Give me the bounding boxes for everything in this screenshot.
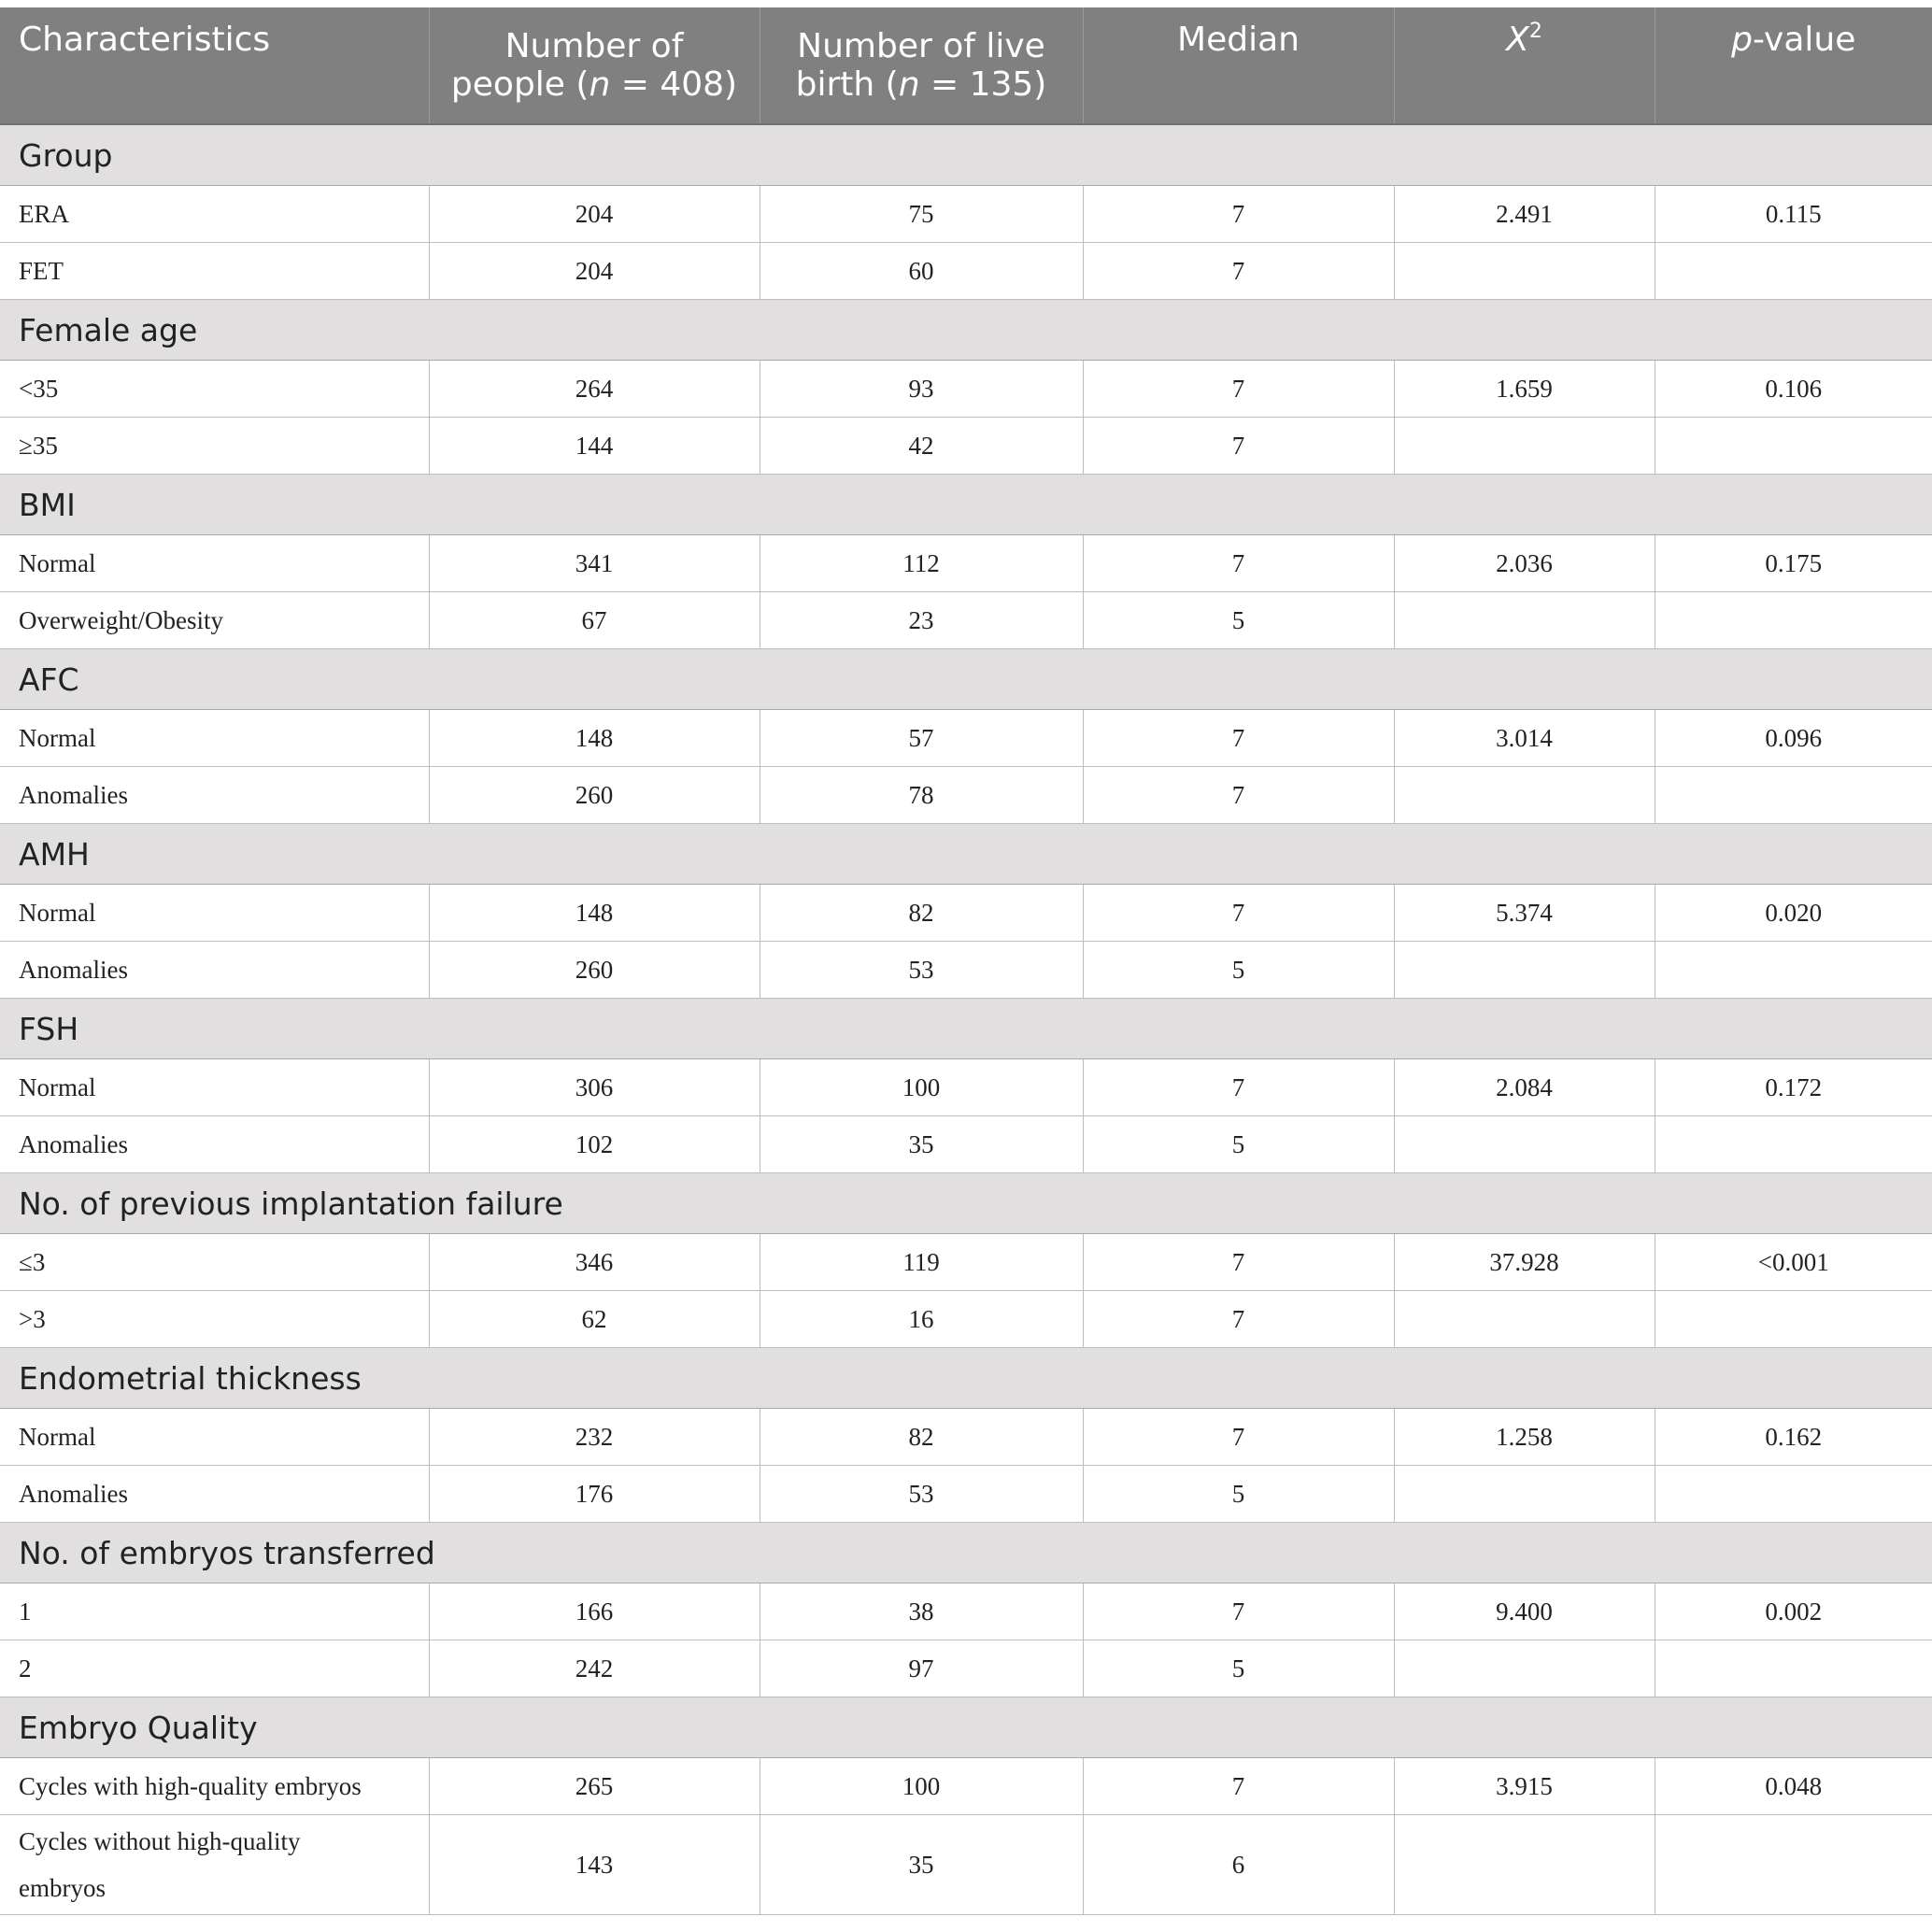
table-row	[0, 1291, 1932, 1348]
p-value-cell: <0.001	[1655, 1234, 1932, 1291]
header-people-line2-pre: people (	[450, 65, 590, 104]
median-cell: 7	[1083, 361, 1394, 418]
median-cell: 7	[1083, 1234, 1394, 1291]
p-value-cell: 0.115	[1655, 186, 1932, 243]
row-label: 1	[0, 1583, 429, 1640]
people-cell: 264	[429, 361, 760, 418]
table-row	[0, 243, 1932, 300]
live-birth-cell: 38	[760, 1583, 1083, 1640]
table-row	[0, 1640, 1932, 1697]
section-title: No. of previous implantation failure	[0, 1173, 1932, 1234]
median-cell: 7	[1083, 418, 1394, 475]
table-row	[0, 418, 1932, 475]
table-row	[0, 186, 1932, 243]
p-value-cell	[1655, 1466, 1932, 1523]
characteristics-table	[0, 7, 1932, 1915]
chi-square-cell	[1394, 1815, 1655, 1915]
row-label: Normal	[0, 1409, 429, 1466]
row-label: >3	[0, 1291, 429, 1348]
header-live-line2-post: = 135)	[919, 65, 1047, 104]
table-row	[0, 1116, 1932, 1173]
p-value-cell	[1655, 243, 1932, 300]
chi-square-cell	[1394, 1116, 1655, 1173]
people-cell: 260	[429, 767, 760, 824]
chi-square-cell	[1394, 243, 1655, 300]
live-birth-cell: 35	[760, 1815, 1083, 1915]
median-cell: 7	[1083, 1059, 1394, 1116]
p-value-cell: 0.175	[1655, 535, 1932, 592]
header-characteristics: Characteristics	[0, 7, 429, 124]
section-row	[0, 475, 1932, 535]
chi-square-cell: 5.374	[1394, 885, 1655, 942]
median-cell: 7	[1083, 1291, 1394, 1348]
row-label: Anomalies	[0, 1466, 429, 1523]
median-cell: 5	[1083, 592, 1394, 649]
median-cell: 7	[1083, 1409, 1394, 1466]
median-cell: 7	[1083, 885, 1394, 942]
p-value-cell: 0.172	[1655, 1059, 1932, 1116]
section-row	[0, 824, 1932, 885]
people-cell: 148	[429, 885, 760, 942]
chi-square-cell: 2.036	[1394, 535, 1655, 592]
median-cell: 6	[1083, 1815, 1394, 1915]
section-title: FSH	[0, 999, 1932, 1059]
row-label: Normal	[0, 885, 429, 942]
live-birth-cell: 23	[760, 592, 1083, 649]
table-row	[0, 361, 1932, 418]
header-people-line1: Number of	[504, 27, 684, 65]
median-cell: 7	[1083, 710, 1394, 767]
live-birth-cell: 60	[760, 243, 1083, 300]
header-number-of-people	[429, 7, 760, 124]
header-people-n: n	[589, 65, 611, 104]
p-value-cell: 0.048	[1655, 1758, 1932, 1815]
header-people-line2-post: = 408)	[610, 65, 738, 104]
median-cell: 7	[1083, 767, 1394, 824]
row-label-line2: embryos	[19, 1874, 106, 1902]
row-label: 2	[0, 1640, 429, 1697]
p-value-cell	[1655, 1291, 1932, 1348]
table-row	[0, 710, 1932, 767]
chi-square-cell	[1394, 1291, 1655, 1348]
row-label: ERA	[0, 186, 429, 243]
p-value-cell	[1655, 942, 1932, 999]
row-label: Normal	[0, 710, 429, 767]
people-cell: 232	[429, 1409, 760, 1466]
p-value-cell: 0.106	[1655, 361, 1932, 418]
p-value-cell: 0.096	[1655, 710, 1932, 767]
row-label: Anomalies	[0, 942, 429, 999]
live-birth-cell: 97	[760, 1640, 1083, 1697]
section-title: BMI	[0, 475, 1932, 535]
people-cell: 148	[429, 710, 760, 767]
live-birth-cell: 100	[760, 1758, 1083, 1815]
row-label: ≤3	[0, 1234, 429, 1291]
chi-square-cell	[1394, 418, 1655, 475]
live-birth-cell: 82	[760, 1409, 1083, 1466]
header-chi-sup: 2	[1528, 20, 1542, 43]
row-label: Cycles with high-quality embryos	[0, 1758, 429, 1815]
people-cell: 204	[429, 243, 760, 300]
people-cell: 242	[429, 1640, 760, 1697]
people-cell: 341	[429, 535, 760, 592]
header-p-value	[1655, 7, 1932, 124]
row-label: Overweight/Obesity	[0, 592, 429, 649]
people-cell: 204	[429, 186, 760, 243]
p-value-cell	[1655, 592, 1932, 649]
row-label: Anomalies	[0, 767, 429, 824]
chi-square-cell: 9.400	[1394, 1583, 1655, 1640]
table-row	[0, 1466, 1932, 1523]
p-value-cell	[1655, 1640, 1932, 1697]
header-live-n: n	[898, 65, 920, 104]
median-cell: 7	[1083, 186, 1394, 243]
median-cell: 5	[1083, 1640, 1394, 1697]
section-row	[0, 300, 1932, 361]
median-cell: 5	[1083, 942, 1394, 999]
median-cell: 7	[1083, 243, 1394, 300]
table-row	[0, 1815, 1932, 1915]
table-body	[0, 124, 1932, 1915]
table-row	[0, 592, 1932, 649]
table-row	[0, 1234, 1932, 1291]
median-cell: 7	[1083, 1583, 1394, 1640]
chi-square-cell	[1394, 592, 1655, 649]
header-p-rest: -value	[1753, 21, 1856, 59]
chi-square-cell: 3.915	[1394, 1758, 1655, 1815]
section-title: Endometrial thickness	[0, 1348, 1932, 1409]
people-cell: 166	[429, 1583, 760, 1640]
live-birth-cell: 82	[760, 885, 1083, 942]
people-cell: 306	[429, 1059, 760, 1116]
table-row	[0, 1409, 1932, 1466]
header-median: Median	[1083, 7, 1394, 124]
live-birth-cell: 42	[760, 418, 1083, 475]
header-chi-x: X	[1506, 21, 1529, 59]
chi-square-cell: 1.258	[1394, 1409, 1655, 1466]
live-birth-cell: 112	[760, 535, 1083, 592]
row-label: <35	[0, 361, 429, 418]
people-cell: 176	[429, 1466, 760, 1523]
people-cell: 62	[429, 1291, 760, 1348]
header-number-of-live-birth	[760, 7, 1083, 124]
chi-square-cell: 37.928	[1394, 1234, 1655, 1291]
header-live-line1: Number of live	[797, 27, 1045, 65]
table-row	[0, 1059, 1932, 1116]
p-value-cell: 0.020	[1655, 885, 1932, 942]
chi-square-cell: 3.014	[1394, 710, 1655, 767]
section-row	[0, 1523, 1932, 1583]
section-title: Female age	[0, 300, 1932, 361]
header-row	[0, 7, 1932, 124]
p-value-cell: 0.162	[1655, 1409, 1932, 1466]
table-row	[0, 1583, 1932, 1640]
chi-square-cell	[1394, 767, 1655, 824]
p-value-cell: 0.002	[1655, 1583, 1932, 1640]
section-row	[0, 649, 1932, 710]
table-row	[0, 942, 1932, 999]
live-birth-cell: 119	[760, 1234, 1083, 1291]
live-birth-cell: 78	[760, 767, 1083, 824]
row-label: Normal	[0, 535, 429, 592]
section-row	[0, 1173, 1932, 1234]
people-cell: 260	[429, 942, 760, 999]
people-cell: 265	[429, 1758, 760, 1815]
chi-square-cell: 1.659	[1394, 361, 1655, 418]
section-row	[0, 124, 1932, 186]
section-title: Group	[0, 124, 1932, 186]
header-live-line2-pre: birth (	[795, 65, 899, 104]
live-birth-cell: 75	[760, 186, 1083, 243]
people-cell: 67	[429, 592, 760, 649]
header-p-italic: p	[1731, 21, 1753, 59]
section-row	[0, 999, 1932, 1059]
people-cell: 346	[429, 1234, 760, 1291]
live-birth-cell: 100	[760, 1059, 1083, 1116]
p-value-cell	[1655, 767, 1932, 824]
p-value-cell	[1655, 418, 1932, 475]
section-title: AMH	[0, 824, 1932, 885]
chi-square-cell	[1394, 1466, 1655, 1523]
row-label	[0, 1815, 429, 1915]
row-label: Normal	[0, 1059, 429, 1116]
section-title: AFC	[0, 649, 1932, 710]
section-row	[0, 1697, 1932, 1758]
table-row	[0, 885, 1932, 942]
live-birth-cell: 53	[760, 942, 1083, 999]
people-cell: 143	[429, 1815, 760, 1915]
live-birth-cell: 53	[760, 1466, 1083, 1523]
live-birth-cell: 16	[760, 1291, 1083, 1348]
live-birth-cell: 57	[760, 710, 1083, 767]
chi-square-cell: 2.491	[1394, 186, 1655, 243]
table-row	[0, 535, 1932, 592]
section-title: Embryo Quality	[0, 1697, 1932, 1758]
live-birth-cell: 93	[760, 361, 1083, 418]
median-cell: 5	[1083, 1466, 1394, 1523]
table-row	[0, 1758, 1932, 1815]
people-cell: 144	[429, 418, 760, 475]
chi-square-cell	[1394, 942, 1655, 999]
section-row	[0, 1348, 1932, 1409]
table-row	[0, 767, 1932, 824]
people-cell: 102	[429, 1116, 760, 1173]
row-label: Anomalies	[0, 1116, 429, 1173]
median-cell: 7	[1083, 535, 1394, 592]
chi-square-cell	[1394, 1640, 1655, 1697]
p-value-cell	[1655, 1116, 1932, 1173]
live-birth-cell: 35	[760, 1116, 1083, 1173]
median-cell: 7	[1083, 1758, 1394, 1815]
section-title: No. of embryos transferred	[0, 1523, 1932, 1583]
header-chi-square	[1394, 7, 1655, 124]
median-cell: 5	[1083, 1116, 1394, 1173]
p-value-cell	[1655, 1815, 1932, 1915]
row-label: ≥35	[0, 418, 429, 475]
chi-square-cell: 2.084	[1394, 1059, 1655, 1116]
row-label: FET	[0, 243, 429, 300]
row-label-line1: Cycles without high-quality	[19, 1827, 301, 1855]
